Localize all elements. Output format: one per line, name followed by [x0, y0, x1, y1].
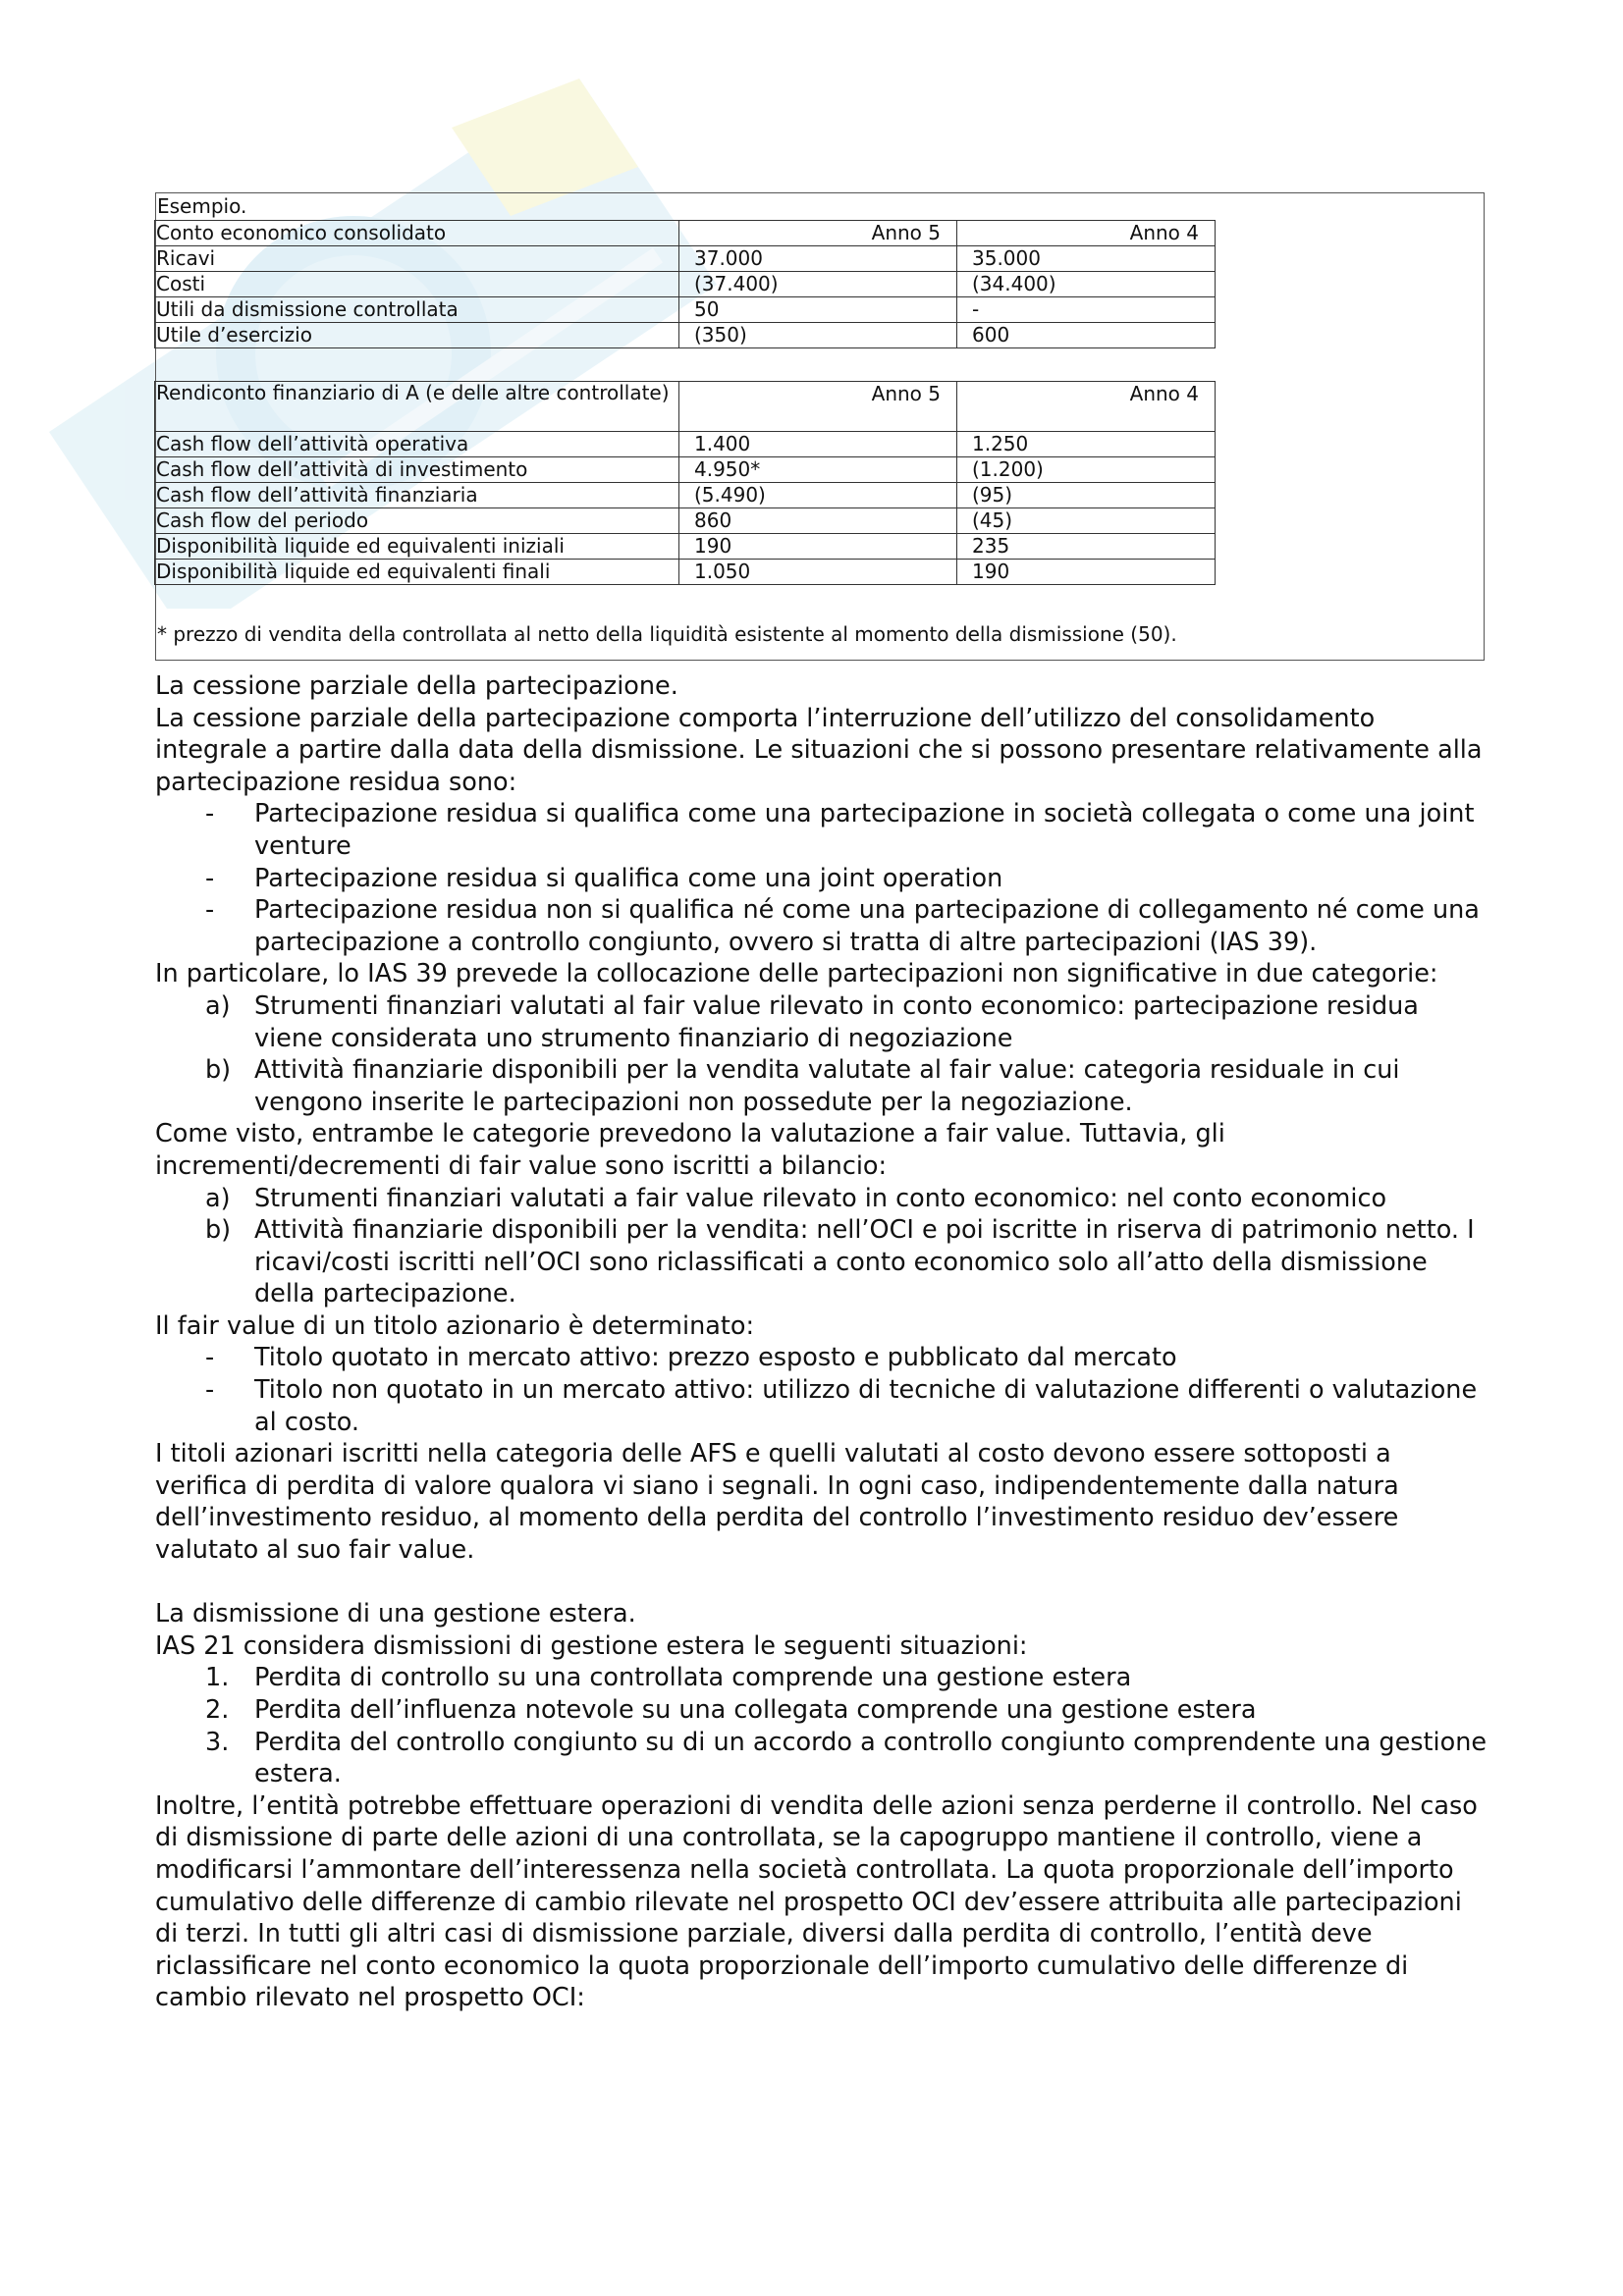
example-frame — [155, 192, 1485, 661]
list-marker: - — [205, 895, 215, 926]
table-cell: 4.950* — [679, 457, 957, 483]
table-cell: Ricavi — [155, 246, 679, 272]
table-cell: (37.400) — [679, 272, 957, 297]
list-item-text: Attività finanziarie disponibili per la vendita: nell’OCI e poi iscritte in riserva di patrimonio netto. I ricavi/costi iscritti nell’OCI sono riclassificati a conto economico solo all’atto della dismissione della partecipazione. — [254, 1215, 1475, 1309]
table-row — [155, 297, 1216, 323]
table-row — [155, 483, 1216, 508]
list-item — [155, 990, 1490, 1054]
list-item-text: Strumenti finanziari valutati a fair value rilevato in conto economico: nel conto economico — [254, 1183, 1387, 1213]
header-cell: Rendiconto finanziario di A (e delle altre controllate) — [155, 382, 679, 432]
list-item-text: Perdita dell’influenza notevole su una collegata comprende una gestione estera — [254, 1695, 1257, 1725]
table-cell: Cash flow del periodo — [155, 508, 679, 534]
list-marker: - — [205, 1343, 215, 1373]
table-row — [155, 457, 1216, 483]
table-row — [155, 508, 1216, 534]
list-item-text: Perdita di controllo su una controllata comprende una gestione estera — [254, 1663, 1132, 1693]
table-cell: Disponibilità liquide ed equivalenti iniziali — [155, 534, 679, 560]
table-row — [155, 432, 1216, 457]
example-label: Esempio. — [157, 194, 247, 218]
list-marker: a) — [205, 990, 231, 1021]
table-row — [155, 534, 1216, 560]
list-item — [155, 1183, 1490, 1215]
lettered-list — [155, 1183, 1490, 1310]
table-header-row — [155, 382, 1216, 432]
table-cell: Disponibilità liquide ed equivalenti finali — [155, 560, 679, 585]
table-cell: 1.250 — [957, 432, 1216, 457]
list-marker: b) — [205, 1215, 232, 1246]
table-cell: - — [957, 297, 1216, 323]
list-item — [155, 1694, 1490, 1727]
paragraph: La cessione parziale della partecipazione comporta l’interruzione dell’utilizzo del consolidamento integrale a partire dalla data della dismissione. Le situazioni che si possono presentare relativamente alla partecipazione residua sono: — [155, 703, 1483, 797]
table-cell: (350) — [679, 323, 957, 348]
paragraph: IAS 21 considera dismissioni di gestione estera le seguenti situazioni: — [155, 1630, 1028, 1661]
list-item — [155, 1662, 1490, 1694]
list-item — [155, 894, 1490, 958]
table-cell: (5.490) — [679, 483, 957, 508]
table-cell: 235 — [957, 534, 1216, 560]
table-cell: 50 — [679, 297, 957, 323]
table-cell: 190 — [679, 534, 957, 560]
income-statement-table — [154, 220, 1216, 348]
lettered-list — [155, 990, 1490, 1118]
cash-flow-table — [154, 381, 1216, 585]
list-item-text: Titolo non quotato in un mercato attivo: utilizzo di tecniche di valutazione differenti o valutazione al costo. — [254, 1375, 1478, 1437]
table-cell: (45) — [957, 508, 1216, 534]
table-row — [155, 323, 1216, 348]
table-row — [155, 560, 1216, 585]
list-item-text: Attività finanziarie disponibili per la vendita valutate al fair value: categoria residuale in cui vengono inserite le partecipazioni non possedute per la negoziazione. — [254, 1055, 1400, 1117]
table-cell: (95) — [957, 483, 1216, 508]
list-item-text: Partecipazione residua si qualifica come una joint operation — [254, 863, 1003, 893]
table-cell: Cash flow dell’attività di investimento — [155, 457, 679, 483]
table-cell: 35.000 — [957, 246, 1216, 272]
list-item — [155, 1054, 1490, 1118]
header-cell: Conto economico consolidato — [155, 221, 679, 246]
table-row — [155, 246, 1216, 272]
table-cell: Cash flow dell’attività finanziaria — [155, 483, 679, 508]
list-item — [155, 1214, 1490, 1310]
header-cell: Anno 5 — [679, 221, 957, 246]
list-item-text: Titolo quotato in mercato attivo: prezzo esposto e pubblicato dal mercato — [254, 1343, 1177, 1373]
table-cell: 37.000 — [679, 246, 957, 272]
page-content — [155, 192, 1490, 2014]
list-item — [155, 1342, 1490, 1374]
list-item-text: Partecipazione residua si qualifica come una partecipazione in società collegata o come una joint venture — [254, 799, 1475, 861]
table-cell: 860 — [679, 508, 957, 534]
list-marker: - — [205, 1375, 215, 1406]
table-cell: Utili da dismissione controllata — [155, 297, 679, 323]
list-item-text: Partecipazione residua non si qualifica né come una partecipazione di collegamento né come una partecipazione a controllo congiunto, ovvero si tratta di altre partecipazioni (IAS 39). — [254, 895, 1480, 957]
paragraph: I titoli azionari iscritti nella categoria delle AFS e quelli valutati al costo devono essere sottoposti a verifica di perdita di valore qualora vi siano i segnali. In ogni caso, indipendentemente dalla natura dell’investimento residuo, al momento della perdita del controllo l’investimento residuo dev’essere valutato al suo fair value. — [155, 1439, 1399, 1566]
table-cell: Costi — [155, 272, 679, 297]
table-cell: 1.400 — [679, 432, 957, 457]
table-cell: (1.200) — [957, 457, 1216, 483]
paragraph: Inoltre, l’entità potrebbe effettuare operazioni di vendita delle azioni senza perderne il controllo. Nel caso di dismissione di parte delle azioni di una controllata, se la capogruppo mantiene il controllo, viene a modificarsi l’ammontare dell’interessenza nella società controllata. La quota proporzionale dell’importo cumulativo delle differenze di cambio rilevate nel prospetto OCI dev’essere attribuita alle partecipazioni di terzi. In tutti gli altri casi di dismissione parziale, diversi dalla perdita di controllo, l’entità deve riclassificare nel conto economico la quota proporzionale dell’importo cumulativo delle differenze di cambio rilevato nel prospetto OCI: — [155, 1790, 1478, 2013]
section-title: La cessione parziale della partecipazione. — [155, 671, 678, 701]
list-marker: a) — [205, 1183, 231, 1213]
table-cell: Utile d’esercizio — [155, 323, 679, 348]
list-item — [155, 863, 1490, 895]
footnote: * prezzo di vendita della controllata al netto della liquidità esistente al momento della dismissione (50). — [157, 622, 1177, 646]
header-cell: Anno 5 — [679, 382, 957, 432]
list-item — [155, 1374, 1490, 1438]
paragraph: Come visto, entrambe le categorie prevedono la valutazione a fair value. Tuttavia, gli incrementi/decrementi di fair value sono iscritti a bilancio: — [155, 1119, 1225, 1181]
list-marker: b) — [205, 1055, 232, 1086]
paragraph: In particolare, lo IAS 39 prevede la collocazione delle partecipazioni non significative in due categorie: — [155, 959, 1438, 989]
list-marker: 1. — [205, 1663, 230, 1693]
bullet-list — [155, 798, 1490, 958]
table-cell: Cash flow dell’attività operativa — [155, 432, 679, 457]
list-marker: 3. — [205, 1727, 230, 1757]
table-cell: 190 — [957, 560, 1216, 585]
list-marker: - — [205, 799, 215, 829]
table-row — [155, 272, 1216, 297]
header-cell: Anno 4 — [957, 221, 1216, 246]
list-item — [155, 798, 1490, 862]
table-cell: 600 — [957, 323, 1216, 348]
table-header-row — [155, 221, 1216, 246]
list-marker: - — [205, 863, 215, 893]
table-cell: 1.050 — [679, 560, 957, 585]
table-cell: (34.400) — [957, 272, 1216, 297]
list-item-text: Perdita del controllo congiunto su di un accordo a controllo congiunto comprendente una gestione estera. — [254, 1727, 1488, 1789]
numbered-list — [155, 1662, 1490, 1789]
header-cell: Anno 4 — [957, 382, 1216, 432]
list-item — [155, 1727, 1490, 1790]
paragraph: Il fair value di un titolo azionario è determinato: — [155, 1310, 755, 1341]
bullet-list — [155, 1342, 1490, 1438]
body-text — [155, 670, 1490, 2014]
list-item-text: Strumenti finanziari valutati al fair value rilevato in conto economico: partecipazione residua viene considerata uno strumento finanziario di negoziazione — [254, 990, 1419, 1053]
section-title: La dismissione di una gestione estera. — [155, 1599, 636, 1629]
list-marker: 2. — [205, 1695, 230, 1725]
